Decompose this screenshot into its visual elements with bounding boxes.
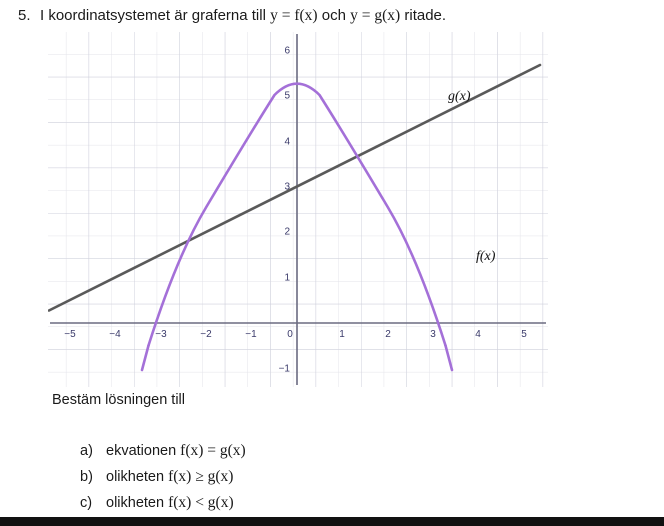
- x-tick-4: 4: [475, 329, 481, 340]
- chart-svg: [48, 32, 548, 387]
- y-tick-6: 6: [284, 45, 290, 57]
- series-label-f: f(x): [476, 249, 496, 264]
- sub-questions-list: [80, 438, 246, 516]
- item-expr-b: f(x) ≥ g(x): [168, 468, 234, 485]
- question-text-before: I koordinatsystemet är grafernа till: [40, 7, 266, 24]
- y-tick--1: −1: [278, 363, 290, 375]
- series-label-g: g(x): [448, 89, 471, 104]
- list-item: [80, 464, 246, 490]
- coordinate-system-chart: [48, 32, 548, 387]
- x-tick--1: −1: [245, 329, 257, 340]
- question-expr-1: y = f(x): [270, 7, 318, 24]
- y-tick-5: 5: [284, 90, 290, 102]
- y-tick-4: 4: [284, 136, 290, 148]
- item-label-c: c): [80, 495, 93, 511]
- list-item: [80, 490, 246, 516]
- prompt-text: Bestäm lösningen till: [52, 392, 185, 408]
- item-text-c: olikheten: [106, 495, 165, 511]
- item-label-b: b): [80, 469, 93, 485]
- question-expr-2: y = g(x): [350, 7, 401, 24]
- x-tick-5: 5: [521, 329, 527, 340]
- y-tick-3: 3: [284, 181, 290, 193]
- question-number: 5.: [18, 7, 31, 24]
- question-conjunction: och: [321, 7, 346, 24]
- item-text-b: olikheten: [106, 469, 165, 485]
- question-text-after: ritade.: [404, 7, 447, 24]
- item-expr-c: f(x) < g(x): [168, 494, 234, 511]
- x-tick--4: −4: [109, 329, 121, 340]
- list-item: [80, 438, 246, 464]
- y-tick-2: 2: [284, 226, 290, 238]
- x-tick-0: 0: [287, 329, 293, 340]
- item-label-a: a): [80, 443, 93, 459]
- bottom-bar: [0, 517, 664, 526]
- x-tick-1: 1: [339, 329, 345, 340]
- x-tick--5: −5: [64, 329, 76, 340]
- x-tick--2: −2: [200, 329, 212, 340]
- question-line: [18, 6, 648, 26]
- x-tick-2: 2: [385, 329, 391, 340]
- item-text-a: ekvationen: [106, 443, 177, 459]
- x-tick--3: −3: [155, 329, 167, 340]
- item-expr-a: f(x) = g(x): [180, 442, 246, 459]
- y-tick-1: 1: [284, 272, 290, 284]
- x-tick-3: 3: [430, 329, 436, 340]
